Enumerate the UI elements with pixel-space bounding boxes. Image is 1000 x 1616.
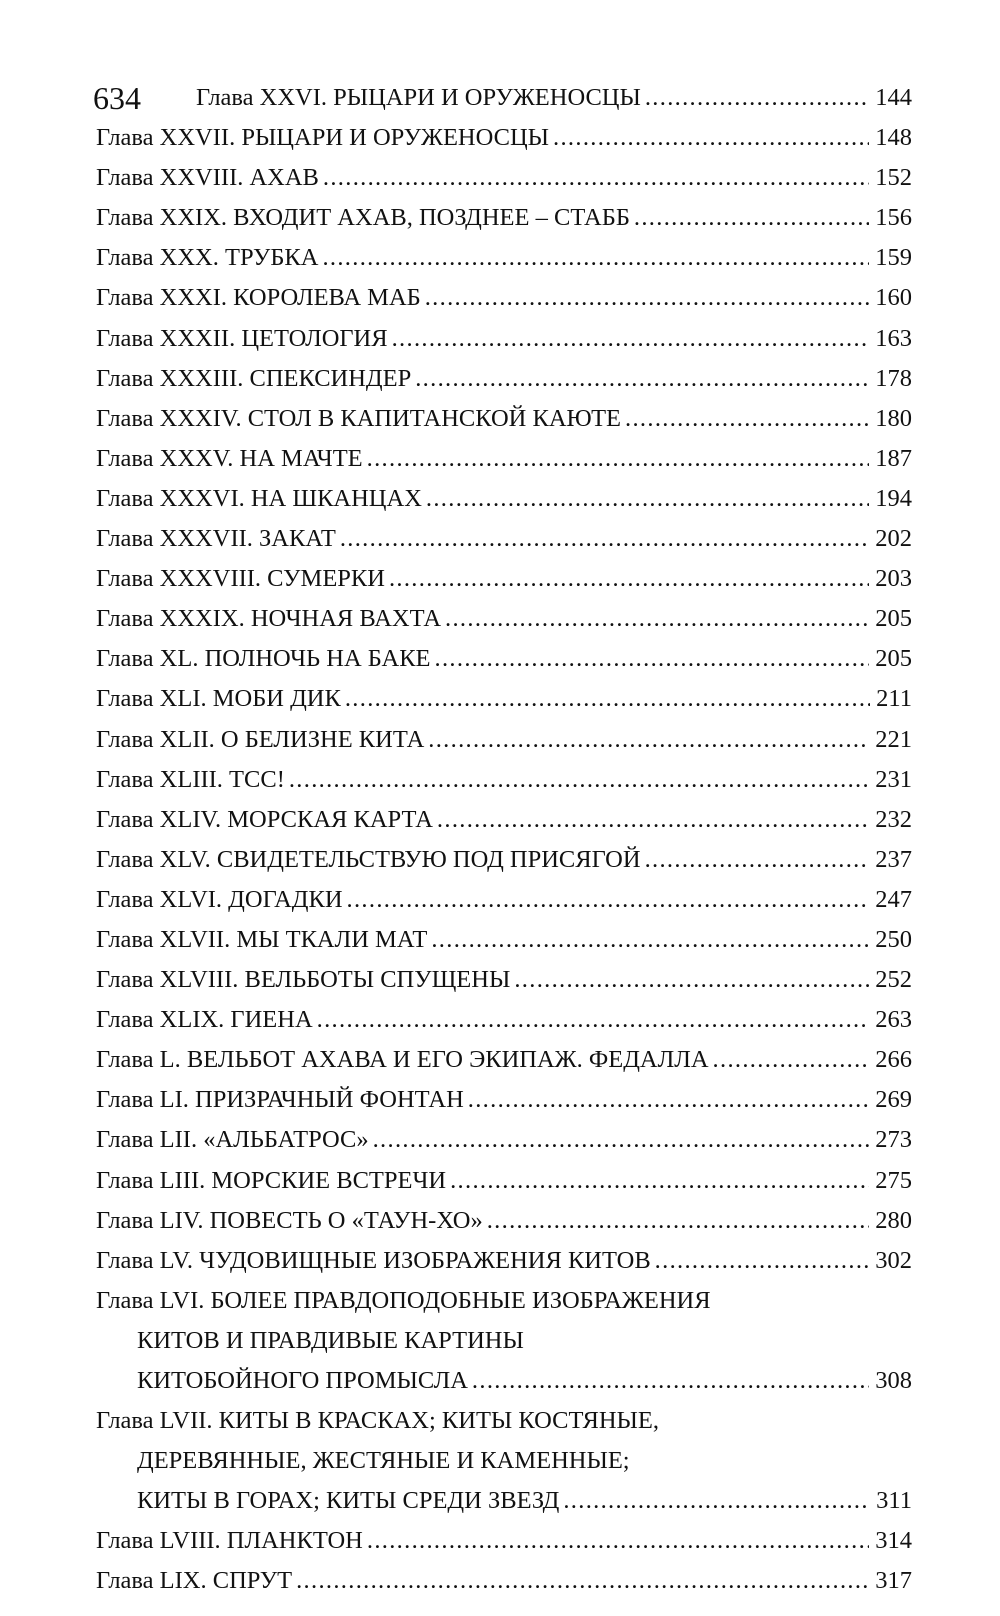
dot-leader	[389, 559, 869, 599]
toc-entry-line	[96, 1201, 912, 1241]
chapter-title: Глава XXVI. РЫЦАРИ И ОРУЖЕНОСЦЫ	[196, 84, 641, 111]
toc-entry-line	[96, 1521, 912, 1561]
toc-entry-line	[96, 760, 912, 800]
chapter-title: Глава XXIX. ВХОДИТ АХАВ, ПОЗДНЕЕ – СТАББ	[96, 204, 630, 232]
chapter-title: Глава XXXVI. НА ШКАНЦАХ	[96, 484, 422, 512]
dot-leader	[289, 760, 869, 800]
toc-entry-line	[96, 920, 912, 960]
dot-leader	[340, 519, 869, 559]
chapter-title: Глава LIX. СПРУТ	[96, 1567, 293, 1595]
chapter-page-number: 273	[875, 1126, 912, 1154]
dot-leader	[450, 1161, 869, 1201]
chapter-title: Глава XXXV. НА МАЧТЕ	[96, 444, 363, 472]
chapter-page-number: 194	[875, 484, 912, 512]
chapter-page-number: 231	[875, 765, 912, 793]
chapter-title: Глава L. ВЕЛЬБОТ АХАВА И ЕГО ЭКИПАЖ. ФЕДАЛЛА	[96, 1046, 709, 1074]
dot-leader	[428, 720, 869, 760]
chapter-title: Глава XLV. СВИДЕТЕЛЬСТВУЮ ПОД ПРИСЯГОЙ	[96, 845, 641, 873]
dot-leader	[553, 118, 869, 158]
chapter-page-number: 163	[875, 324, 912, 352]
chapter-page-number: 148	[875, 124, 912, 152]
chapter-title: Глава XLIII. ТСС!	[96, 765, 285, 793]
chapter-page-number: 311	[876, 1487, 912, 1515]
chapter-page-number: 280	[875, 1206, 912, 1234]
toc-entry-line	[96, 1481, 912, 1521]
toc-entry-line	[96, 1401, 912, 1441]
toc-entry-line	[96, 599, 912, 639]
chapter-page-number: 317	[875, 1567, 912, 1595]
chapter-title: Глава XXVII. РЫЦАРИ И ОРУЖЕНОСЦЫ	[96, 124, 550, 152]
dot-leader	[296, 1561, 869, 1601]
dot-leader	[323, 158, 869, 198]
chapter-page-number: 160	[875, 284, 912, 312]
dot-leader	[345, 679, 870, 719]
dot-leader	[435, 639, 870, 679]
chapter-title: Глава XLII. О БЕЛИЗНЕ КИТА	[96, 725, 425, 753]
dot-leader	[426, 479, 869, 519]
toc-entry-line	[96, 158, 912, 198]
chapter-title: Глава XLVI. ДОГАДКИ	[96, 885, 343, 913]
chapter-title: Глава LVII. КИТЫ В КРАСКАХ; КИТЫ КОСТЯНЫЕ,	[96, 1407, 659, 1435]
dot-leader	[322, 238, 869, 278]
chapter-title: Глава XXXVII. ЗАКАТ	[96, 525, 336, 553]
toc-entry-line	[96, 1000, 912, 1040]
chapter-page-number: 178	[875, 364, 912, 392]
chapter-title: Глава XXXI. КОРОЛЕВА МАБ	[96, 284, 421, 312]
chapter-page-number: 205	[875, 605, 912, 633]
dot-leader	[655, 1241, 870, 1281]
chapter-title: Глава XLIX. ГИЕНА	[96, 1006, 313, 1034]
chapter-title: Глава XL. ПОЛНОЧЬ НА БАКЕ	[96, 645, 431, 673]
dot-leader	[392, 319, 870, 359]
chapter-title: КИТОБОЙНОГО ПРОМЫСЛА	[137, 1367, 468, 1394]
chapter-title: Глава LVIII. ПЛАНКТОН	[96, 1527, 363, 1555]
toc-entry-line	[96, 800, 912, 840]
toc-entry-line	[96, 1361, 912, 1401]
chapter-title: Глава XLI. МОБИ ДИК	[96, 685, 341, 713]
chapter-page-number: 159	[875, 244, 912, 272]
dot-leader	[445, 599, 869, 639]
toc-entry-line	[96, 1040, 912, 1080]
chapter-title: Глава XXX. ТРУБКА	[96, 244, 319, 272]
chapter-title: Глава LV. ЧУДОВИЩНЫЕ ИЗОБРАЖЕНИЯ КИТОВ	[96, 1246, 651, 1274]
toc-entry-line	[96, 840, 912, 880]
toc-entry-line	[96, 960, 912, 1000]
dot-leader	[645, 840, 870, 880]
chapter-title: Глава XXVIII. АХАВ	[96, 164, 319, 192]
table-of-contents	[96, 78, 912, 1602]
chapter-page-number: 269	[875, 1086, 912, 1114]
chapter-title: КИТЫ В ГОРАХ; КИТЫ СРЕДИ ЗВЕЗД	[137, 1487, 560, 1515]
chapter-page-number: 203	[875, 565, 912, 593]
dot-leader	[713, 1040, 870, 1080]
dot-leader	[634, 198, 869, 238]
chapter-page-number: 314	[875, 1527, 912, 1555]
page-number: 634	[93, 80, 141, 116]
toc-entry-line	[96, 319, 912, 359]
dot-leader	[367, 439, 870, 479]
dot-leader	[367, 1521, 869, 1561]
chapter-page-number: 144	[875, 84, 912, 111]
dot-leader	[625, 399, 869, 439]
dot-leader	[487, 1201, 870, 1241]
chapter-title: Глава LIII. МОРСКИЕ ВСТРЕЧИ	[96, 1166, 447, 1194]
dot-leader	[431, 920, 869, 960]
toc-entry-line	[96, 639, 912, 679]
chapter-page-number: 211	[876, 685, 912, 713]
toc-entry-line	[96, 1561, 912, 1601]
toc-entry-line	[96, 519, 912, 559]
chapter-page-number: 266	[875, 1046, 912, 1074]
dot-leader	[472, 1361, 869, 1401]
chapter-page-number: 205	[875, 645, 912, 673]
chapter-title: Глава XLVII. МЫ ТКАЛИ МАТ	[96, 925, 428, 953]
chapter-page-number: 202	[875, 525, 912, 553]
chapter-page-number: 302	[875, 1246, 912, 1274]
toc-entry-line	[96, 359, 912, 399]
toc-entry-line	[96, 78, 912, 118]
chapter-page-number: 275	[875, 1166, 912, 1194]
toc-entry-line	[96, 278, 912, 318]
chapter-title: Глава XXXII. ЦЕТОЛОГИЯ	[96, 324, 388, 352]
toc-entry-line	[96, 1321, 912, 1361]
chapter-page-number: 237	[875, 845, 912, 873]
dot-leader	[645, 78, 869, 118]
chapter-title: Глава LI. ПРИЗРАЧНЫЙ ФОНТАН	[96, 1086, 464, 1114]
toc-entry-line	[96, 1241, 912, 1281]
chapter-title: Глава LVI. БОЛЕЕ ПРАВДОПОДОБНЫЕ ИЗОБРАЖЕНИЯ	[96, 1286, 711, 1314]
chapter-page-number: 247	[875, 885, 912, 913]
dot-leader	[415, 359, 869, 399]
chapter-title: Глава LII. «АЛЬБАТРОС»	[96, 1126, 369, 1154]
toc-entry-line	[96, 720, 912, 760]
chapter-page-number: 221	[875, 725, 912, 753]
dot-leader	[317, 1000, 870, 1040]
toc-entry-line	[96, 439, 912, 479]
toc-entry-line	[96, 198, 912, 238]
chapter-page-number: 187	[875, 444, 912, 472]
dot-leader	[373, 1120, 870, 1160]
chapter-page-number: 180	[875, 404, 912, 432]
chapter-page-number: 232	[875, 805, 912, 833]
chapter-title: ДЕРЕВЯННЫЕ, ЖЕСТЯНЫЕ И КАМЕННЫЕ;	[137, 1447, 630, 1475]
dot-leader	[347, 880, 870, 920]
toc-entry-line	[96, 679, 912, 719]
toc-entry-line	[96, 479, 912, 519]
toc-entry-line	[96, 1281, 912, 1321]
toc-entry-line	[96, 1120, 912, 1160]
chapter-page-number: 308	[875, 1367, 912, 1394]
toc-entry-line	[96, 399, 912, 439]
chapter-page-number: 250	[875, 925, 912, 953]
dot-leader	[514, 960, 869, 1000]
dot-leader	[563, 1481, 870, 1521]
dot-leader	[437, 800, 869, 840]
toc-entry-line	[96, 1080, 912, 1120]
toc-entry-line	[96, 238, 912, 278]
toc-entry-line	[96, 880, 912, 920]
chapter-title: Глава XLIV. МОРСКАЯ КАРТА	[96, 805, 433, 833]
chapter-title: Глава XLVIII. ВЕЛЬБОТЫ СПУЩЕНЫ	[96, 966, 511, 994]
chapter-title: Глава XXXIV. СТОЛ В КАПИТАНСКОЙ КАЮТЕ	[96, 404, 622, 432]
chapter-title: Глава XXXVIII. СУМЕРКИ	[96, 565, 385, 593]
toc-entry-line	[96, 559, 912, 599]
dot-leader	[425, 278, 870, 318]
chapter-title: Глава XXXIX. НОЧНАЯ ВАХТА	[96, 605, 442, 633]
toc-entry-line	[96, 1161, 912, 1201]
toc-entry-line	[96, 118, 912, 158]
chapter-page-number: 263	[875, 1006, 912, 1034]
chapter-page-number: 156	[875, 204, 912, 232]
chapter-page-number: 152	[875, 164, 912, 192]
chapter-title: Глава LIV. ПОВЕСТЬ О «ТАУН-ХО»	[96, 1206, 483, 1234]
toc-entry-line	[96, 1441, 912, 1481]
chapter-title: Глава XXXIII. СПЕКСИНДЕР	[96, 364, 412, 392]
dot-leader	[468, 1080, 869, 1120]
chapter-title: КИТОВ И ПРАВДИВЫЕ КАРТИНЫ	[137, 1326, 524, 1354]
chapter-page-number: 252	[875, 966, 912, 994]
